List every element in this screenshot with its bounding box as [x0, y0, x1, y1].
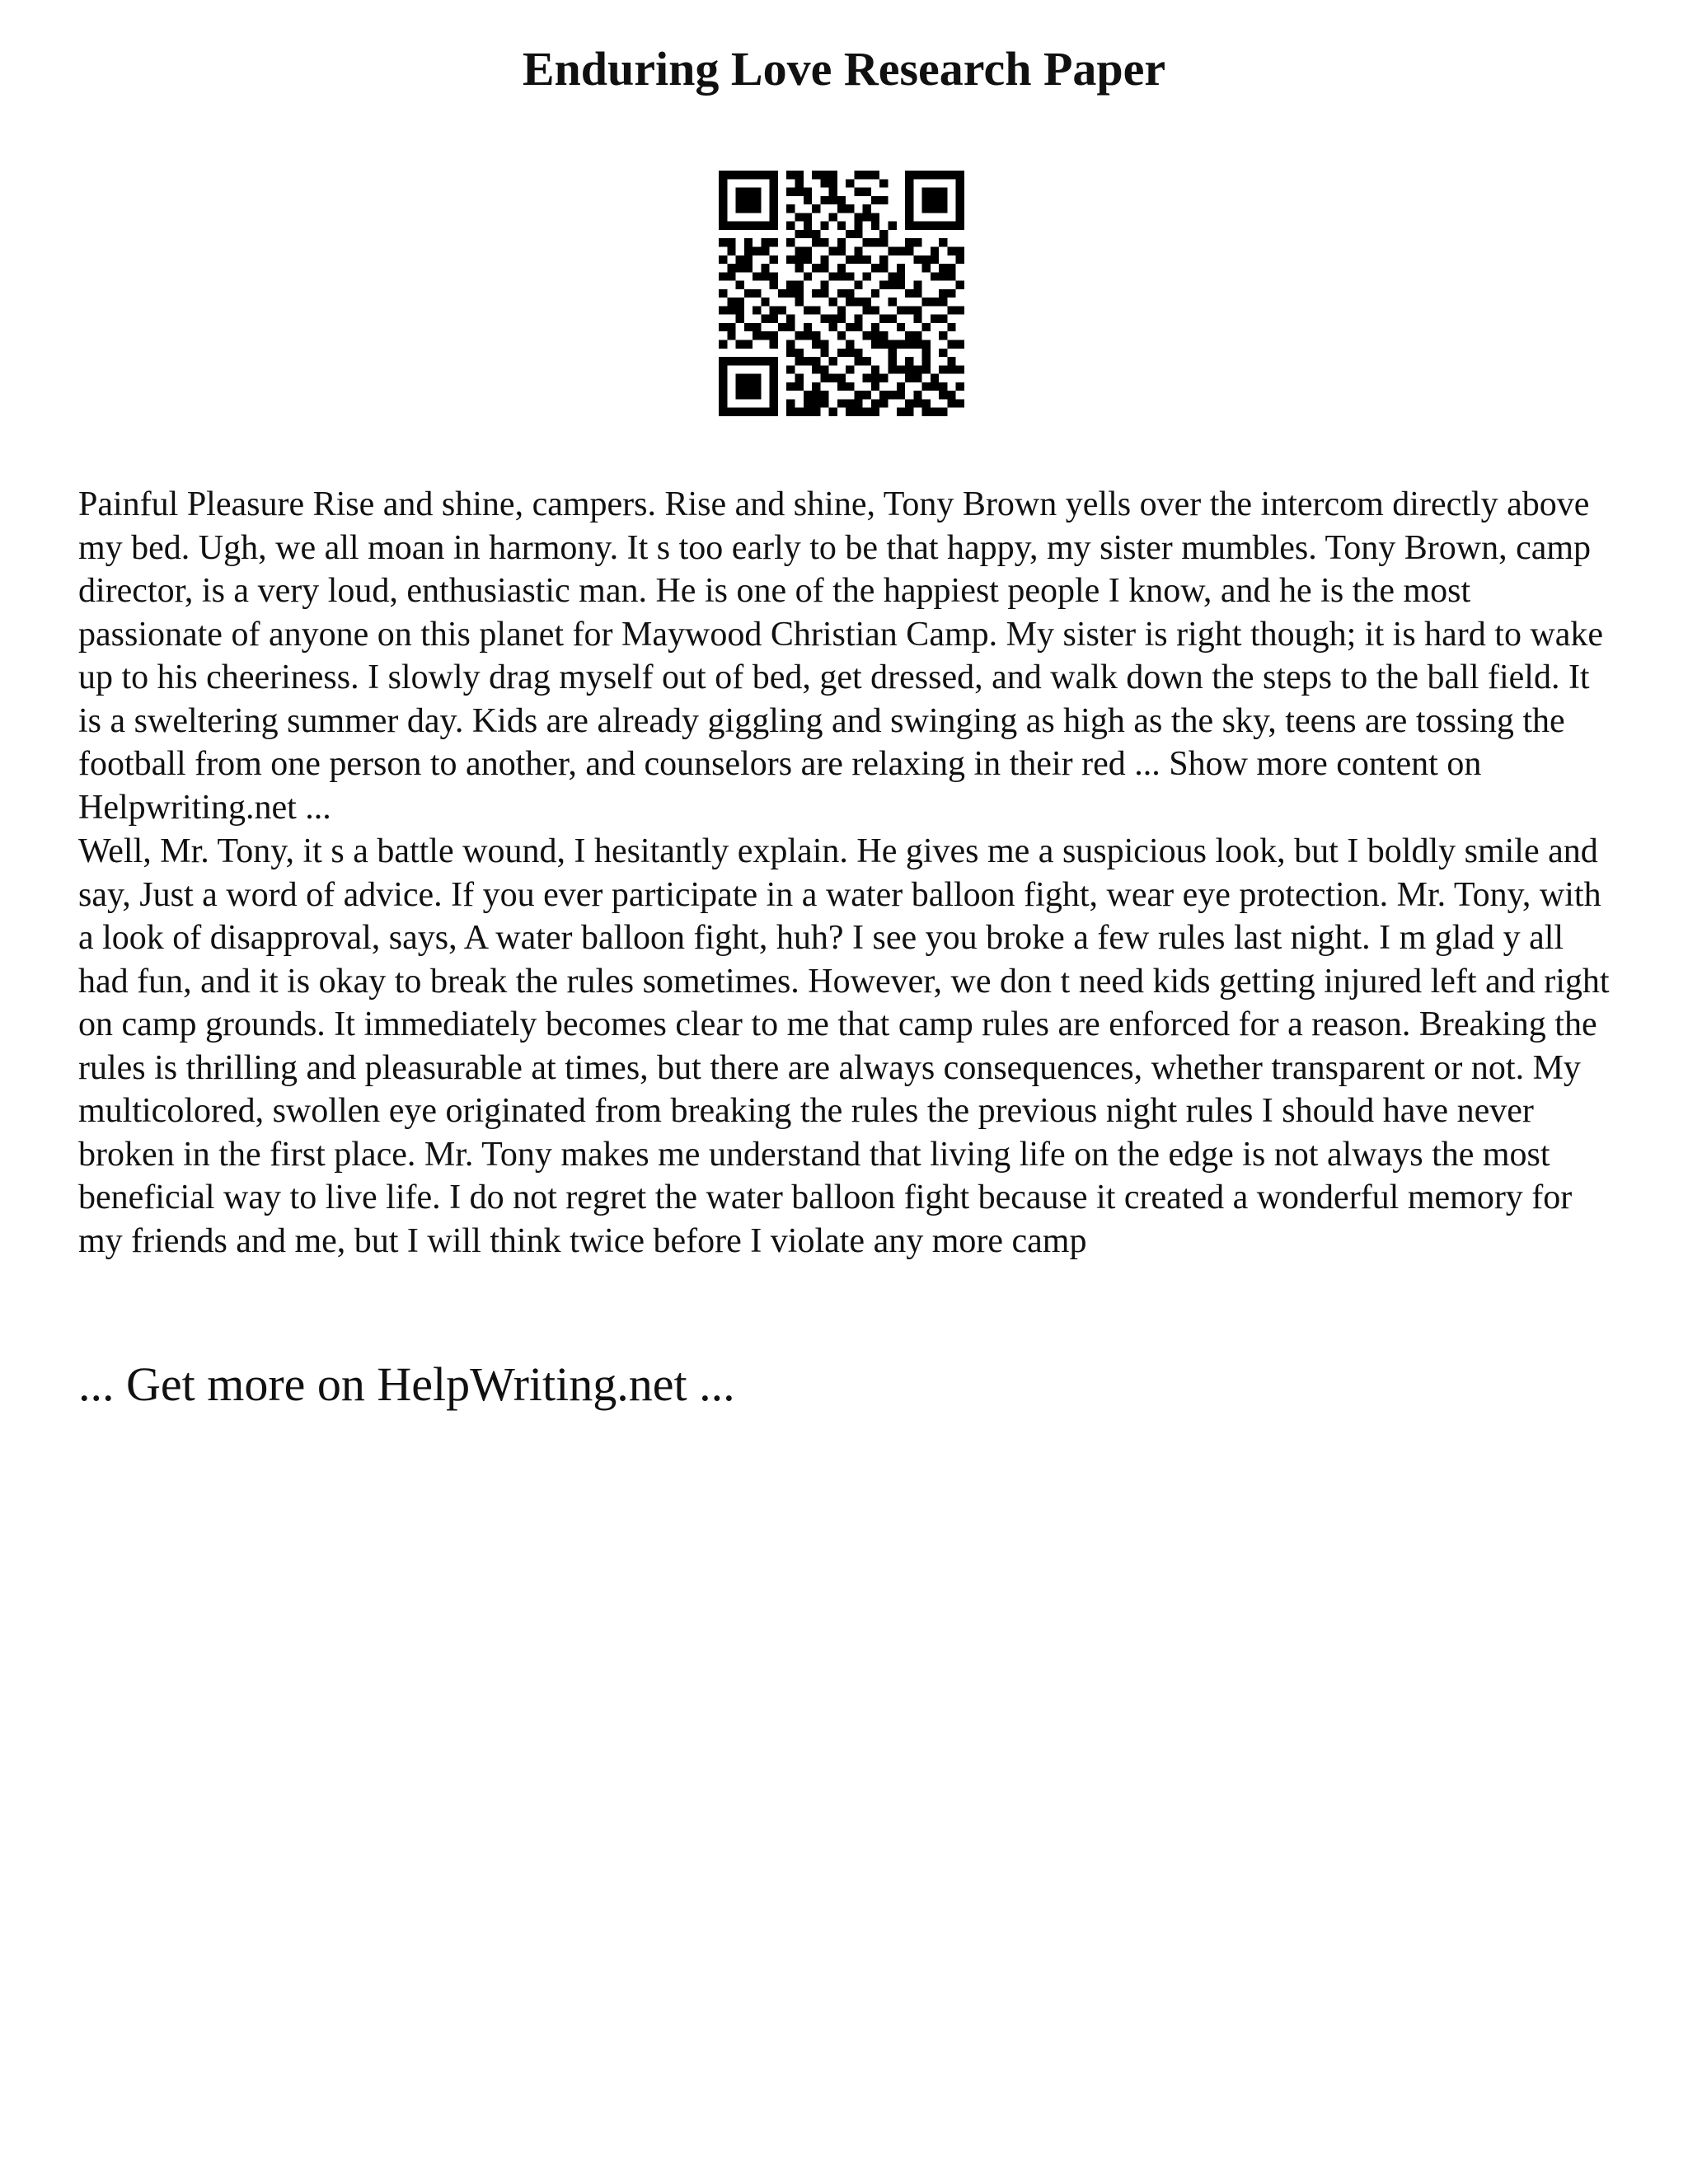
body-paragraph: Painful Pleasure Rise and shine, campers. Rise and shine, Tony Brown yells over the intercom directly above my bed. Ugh, we all moan in harmony. It s too early to be that happy, my sister mumbles. Tony Brown, camp director, is a very loud, enthusiastic man. He is one of the happiest people I know, and he is the most passionate of anyone on this planet for Maywood Christian Camp. My sister is right though; it is hard to wake up to his cheeriness. I slowly drag myself out of bed, get dressed, and walk down the steps to the ball field. It is a sweltering summer day. Kids are already giggling and swinging as high as the sky, teens are tossing the football from one person to another, and counselors are relaxing in their red ... Show more content on Helpwriting.net ... [78, 485, 1604, 827]
qr-code-graphic [719, 171, 964, 416]
qr-code-icon [719, 171, 964, 416]
body-paragraph: Well, Mr. Tony, it s a battle wound, I hesitantly explain. He gives me a suspicious look, but I boldly smile and say, Just a word of advice. If you ever participate in a water balloon fight, wear eye protection. Mr. Tony, with a look of disapproval, says, A water balloon fight, huh? I see you broke a few rules last night. I m glad y all had fun, and it is okay to break the rules sometimes. However, we don t need kids getting injured left and right on camp grounds. It immediately becomes clear to me that camp rules are enforced for a reason. Breaking the rules is thrilling and pleasurable at times, but there are always consequences, whether transparent or not. My multicolored, swollen eye originated from breaking the rules the previous night rules I should have never broken in the first place. Mr. Tony makes me understand that living life on the edge is not always the most beneficial way to live life. I do not regret the water balloon fight because it created a wonderful memory for my friends and me, but I will think twice before I violate any more camp [78, 832, 1610, 1260]
page-title: Enduring Love Research Paper [522, 42, 1166, 96]
get-more-link[interactable]: ... Get more on HelpWriting.net ... [78, 1357, 735, 1411]
